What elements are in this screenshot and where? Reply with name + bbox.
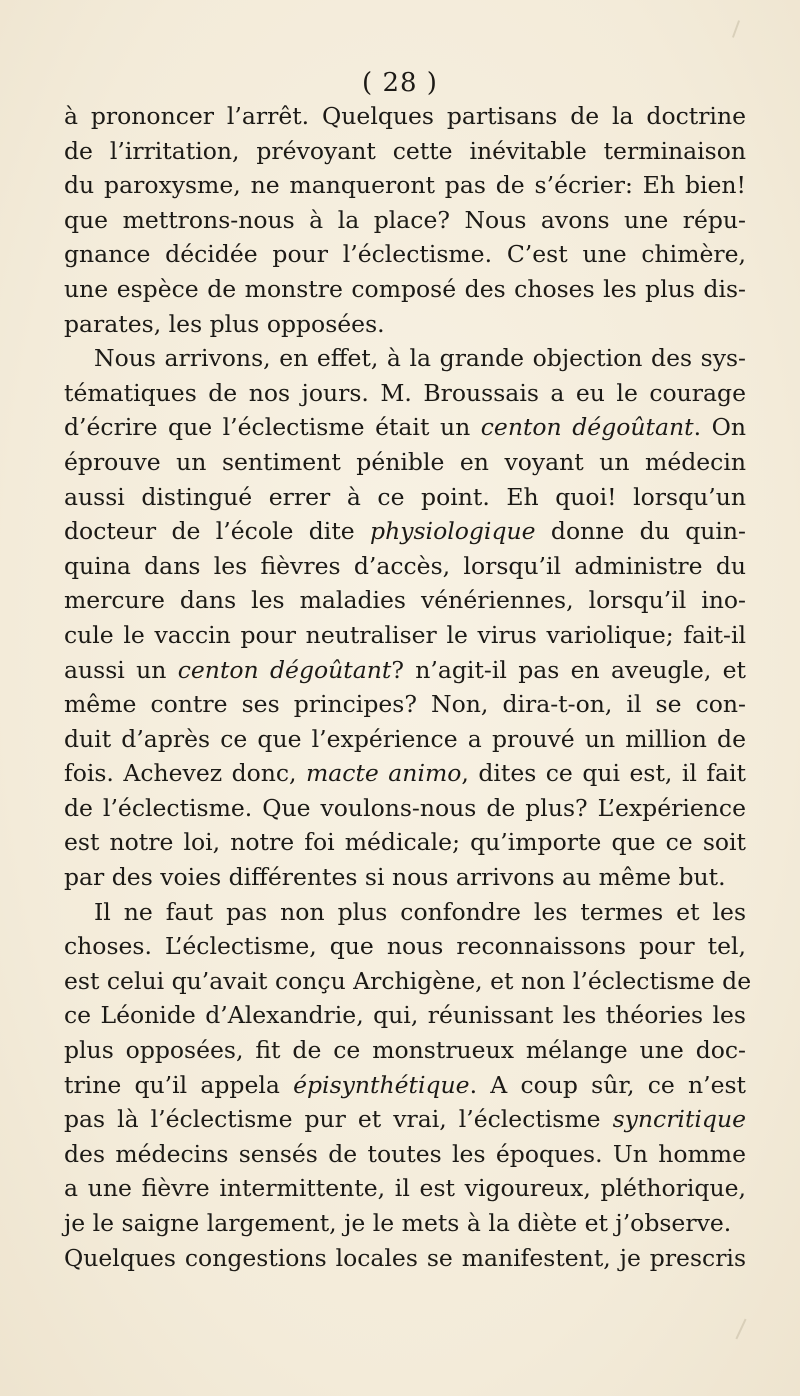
text-segment: plus opposées, fit de ce monstrueux mélange une doc- bbox=[64, 1036, 746, 1065]
text-segment: de l’irritation, prévoyant cette inévitable terminaison bbox=[64, 136, 746, 165]
text-segment: donne du quin- bbox=[535, 517, 746, 546]
italic-text: centon dégoûtant bbox=[177, 655, 392, 684]
text-segment: duit d’après ce que l’expérience a prouvé un million de bbox=[64, 724, 746, 753]
italic-text: macte animo bbox=[306, 759, 462, 788]
text-segment: cule le vaccin pour neutraliser le virus variolique; fait-il bbox=[64, 620, 746, 649]
text-line bbox=[64, 929, 746, 964]
text-line bbox=[64, 964, 752, 999]
text-segment: . A coup sûr, ce n’est bbox=[469, 1070, 746, 1099]
text-segment: tématiques de nos jours. M. Broussais a eu le courage bbox=[64, 378, 746, 407]
text-line bbox=[64, 376, 746, 411]
text-line bbox=[64, 722, 746, 757]
italic-text: centon dégoûtant bbox=[480, 413, 694, 442]
text-segment: trine qu’il appela bbox=[64, 1070, 294, 1099]
text-line bbox=[64, 410, 746, 445]
text-line bbox=[64, 99, 746, 134]
text-line bbox=[64, 237, 746, 272]
text-segment: d’écrire que l’éclectisme était un bbox=[64, 413, 481, 442]
text-line bbox=[64, 1241, 746, 1276]
text-line bbox=[64, 341, 746, 376]
text-segment: pas là l’éclectisme pur et vrai, l’éclectisme bbox=[64, 1105, 613, 1134]
text-segment: gnance décidée pour l’éclectisme. C’est une chimère, bbox=[64, 240, 746, 269]
text-segment: quina dans les fièvres d’accès, lorsqu’il administre du bbox=[64, 551, 746, 580]
text-segment: parates, les plus opposées. bbox=[64, 309, 385, 338]
text-line bbox=[64, 514, 746, 549]
text-line bbox=[64, 1033, 746, 1068]
text-line bbox=[64, 1102, 746, 1137]
body-text bbox=[64, 99, 752, 1275]
text-segment: est notre loi, notre foi médicale; qu’importe que ce soit bbox=[64, 828, 746, 857]
page-number: ( 28 ) bbox=[362, 68, 438, 98]
italic-text: épisynthétique bbox=[293, 1070, 470, 1099]
text-line bbox=[64, 445, 746, 480]
text-segment: est celui qu’avait conçu Archigène, et non l’éclectisme de bbox=[64, 966, 752, 995]
text-segment: Quelques congestions locales se manifestent, je prescris bbox=[64, 1243, 746, 1272]
text-segment: des médecins sensés de toutes les époques. Un homme bbox=[64, 1139, 746, 1168]
text-segment: Il ne faut pas non plus confondre les termes et les bbox=[94, 897, 746, 926]
text-line bbox=[64, 998, 746, 1033]
text-segment: aussi distingué errer à ce point. Eh quoi! lorsqu’un bbox=[64, 482, 746, 511]
paper-mark bbox=[732, 20, 740, 38]
text-line bbox=[64, 687, 746, 722]
text-line bbox=[64, 549, 746, 584]
text-line bbox=[64, 203, 746, 238]
text-line bbox=[64, 618, 746, 653]
text-line bbox=[64, 134, 746, 169]
text-segment: même contre ses principes? Non, dira-t-on, il se con- bbox=[64, 690, 746, 719]
text-segment: Nous arrivons, en effet, à la grande objection des sys- bbox=[94, 344, 746, 373]
text-segment: je le saigne largement, je le mets à la diète et j’observe. bbox=[64, 1209, 732, 1237]
text-line bbox=[64, 272, 746, 307]
text-segment: , dites ce qui est, il fait bbox=[461, 759, 747, 788]
text-line bbox=[64, 825, 746, 860]
text-segment: du paroxysme, ne manqueront pas de s’écrier: Eh bien! bbox=[64, 171, 746, 200]
text-segment: aussi un bbox=[64, 655, 178, 684]
text-segment: ? n’agit-il pas en aveugle, et bbox=[391, 655, 746, 684]
text-line bbox=[64, 653, 746, 688]
text-segment: de l’éclectisme. Que voulons-nous de plus? L’expérience bbox=[64, 793, 746, 822]
text-segment: fois. Achevez donc, bbox=[64, 759, 307, 788]
text-line bbox=[64, 307, 746, 342]
text-segment: éprouve un sentiment pénible en voyant un médecin bbox=[64, 447, 746, 476]
text-line bbox=[64, 1206, 746, 1241]
text-segment: que mettrons-nous à la place? Nous avons une répu- bbox=[64, 205, 746, 234]
text-line bbox=[64, 1068, 746, 1103]
italic-text: physiologique bbox=[370, 517, 536, 546]
paper-mark bbox=[735, 1319, 746, 1340]
text-line bbox=[64, 1171, 746, 1206]
text-line bbox=[64, 480, 746, 515]
text-line bbox=[64, 756, 746, 791]
text-segment: mercure dans les maladies vénériennes, lorsqu’il ino- bbox=[64, 586, 746, 615]
text-segment: à prononcer l’arrêt. Quelques partisans de la doctrine bbox=[64, 102, 746, 130]
text-segment: par des voies différentes si nous arrivons au même but. bbox=[64, 863, 726, 892]
text-segment: une espèce de monstre composé des choses les plus dis- bbox=[64, 274, 746, 303]
text-line bbox=[64, 168, 746, 203]
text-line bbox=[64, 895, 746, 930]
text-line bbox=[64, 860, 746, 895]
text-segment: ce Léonide d’Alexandrie, qui, réunissant les théories les bbox=[64, 1001, 746, 1030]
text-line bbox=[64, 583, 746, 618]
text-segment: a une fièvre intermittente, il est vigoureux, pléthorique, bbox=[64, 1174, 746, 1203]
text-segment: docteur de l’école dite bbox=[64, 517, 371, 546]
text-segment: choses. L’éclectisme, que nous reconnaissons pour tel, bbox=[64, 932, 746, 961]
text-line bbox=[64, 791, 746, 826]
italic-text: syncritique bbox=[612, 1105, 746, 1134]
text-line bbox=[64, 1137, 746, 1172]
text-segment: . On bbox=[693, 413, 746, 442]
